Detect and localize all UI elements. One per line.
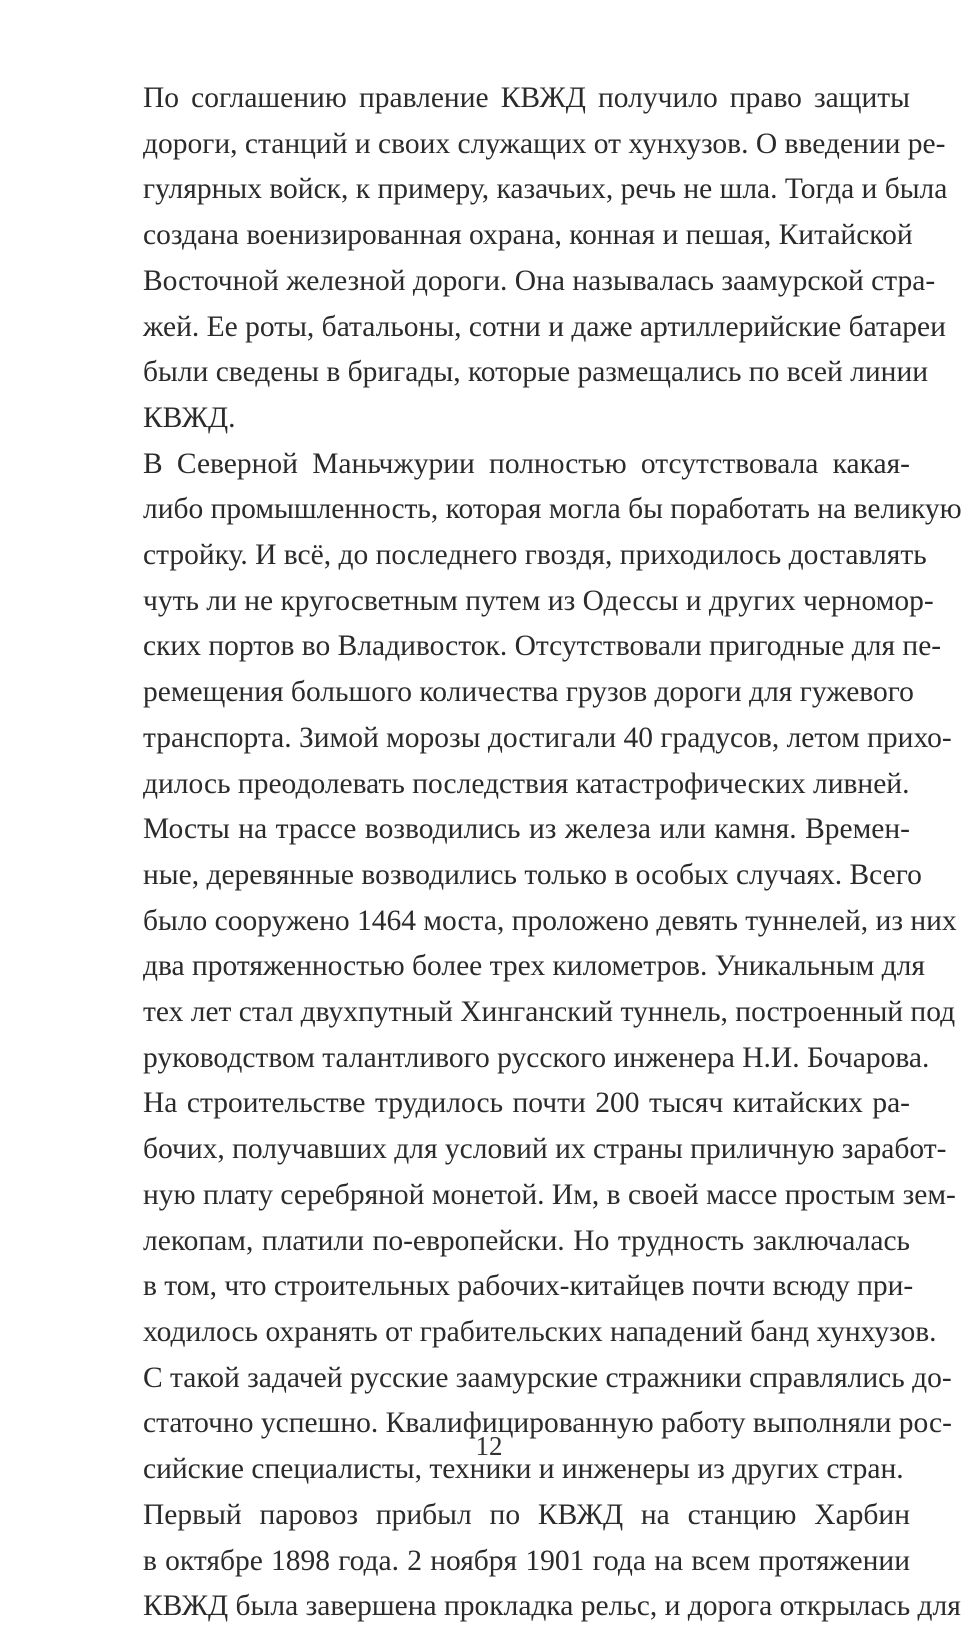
text-line: КВЖД была завершена прокладка рельс, и дорога открылась для bbox=[143, 1590, 961, 1623]
text-line: либо промышленность, которая могла бы поработать на великую bbox=[143, 493, 962, 526]
text-line: руководством талантливого русского инженера Н.И. Бочарова. bbox=[143, 1041, 930, 1074]
text-line: сийские специалисты, техники и инженеры из других стран. bbox=[143, 1453, 904, 1486]
text-line: Восточной железной дороги. Она называлась заамурской стра- bbox=[143, 264, 936, 297]
text-line: два протяженностью более трех километров. Уникальным для bbox=[143, 950, 925, 983]
text-line: в том, что строительных рабочих-китайцев почти всюду при- bbox=[143, 1270, 914, 1303]
paragraph bbox=[95, 1493, 961, 1630]
text-line: С такой задачей русские заамурские стражники справлялись до- bbox=[143, 1361, 952, 1394]
text-line: КВЖД. bbox=[143, 401, 236, 434]
text-line: лекопам, платили по-европейски. Но трудность заключалась bbox=[143, 1224, 910, 1257]
text-line: были сведены в бригады, которые размещались по всей линии bbox=[143, 356, 929, 389]
text-line: ремещения большого количества грузов дороги для гужевого bbox=[143, 676, 914, 709]
paragraph bbox=[95, 76, 948, 442]
text-line: гулярных войск, к примеру, казачьих, речь не шла. Тогда и была bbox=[143, 173, 948, 206]
text-line: ских портов во Владивосток. Отсутствовали пригодные для пе- bbox=[143, 630, 942, 663]
page-number: 12 bbox=[475, 1431, 503, 1461]
text-line: было сооружено 1464 моста, проложено девять туннелей, из них bbox=[143, 904, 957, 937]
text-line: стройку. И всё, до последнего гвоздя, приходилось доставлять bbox=[143, 539, 927, 572]
text-line: создана военизированная охрана, конная и пешая, Китайской bbox=[143, 219, 913, 252]
text-line: в октябре 1898 года. 2 ноября 1901 года на всем протяжении bbox=[143, 1544, 910, 1577]
paragraph bbox=[95, 442, 962, 808]
text-line: Мосты на трассе возводились из железа или камня. Времен- bbox=[143, 813, 910, 846]
text-line: По соглашению правление КВЖД получило право защиты bbox=[143, 82, 910, 114]
text-line: дороги, станций и своих служащих от хунхузов. О введении ре- bbox=[143, 127, 946, 160]
text-line: дилось преодолевать последствия катастрофических ливней. bbox=[143, 767, 910, 800]
body-text bbox=[95, 76, 962, 1630]
text-line: В Северной Маньчжурии полностью отсутствовала какая- bbox=[143, 447, 910, 480]
text-line: На строительстве трудилось почти 200 тысяч китайских ра- bbox=[143, 1087, 910, 1120]
paragraph bbox=[95, 807, 957, 1081]
text-line: ную плату серебряной монетой. Им, в своей массе простым зем- bbox=[143, 1178, 956, 1211]
text-line: ходилось охранять от грабительских нападений банд хунхузов. bbox=[143, 1315, 937, 1348]
text-line: бочих, получавших для условий их страны приличную заработ- bbox=[143, 1133, 947, 1166]
text-line: Первый паровоз прибыл по КВЖД на станцию Харбин bbox=[143, 1498, 910, 1531]
text-line: статочно успешно. Квалифицированную работу выполняли рос- bbox=[143, 1407, 952, 1440]
text-line: транспорта. Зимой морозы достигали 40 градусов, летом прихо- bbox=[143, 721, 952, 754]
text-line: чуть ли не кругосветным путем из Одессы и других черномор- bbox=[143, 584, 934, 617]
text-line: тех лет стал двухпутный Хинганский туннель, построенный под bbox=[143, 996, 956, 1029]
text-line: ные, деревянные возводились только в особых случаях. Всего bbox=[143, 858, 922, 891]
text-line: жей. Ее роты, батальоны, сотни и даже артиллерийские батареи bbox=[143, 310, 946, 343]
